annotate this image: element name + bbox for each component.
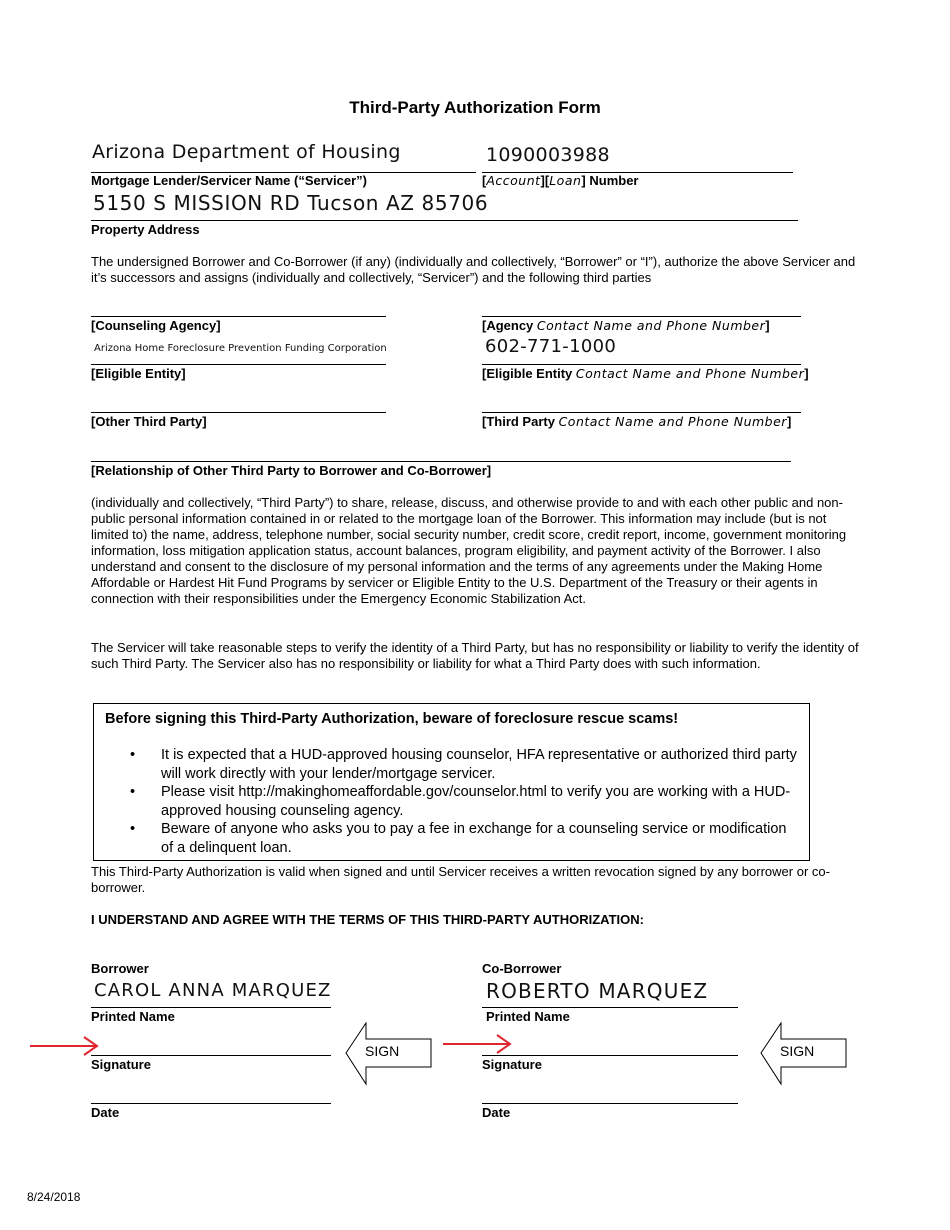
other-third-party-label: [Other Third Party] [91,414,207,429]
property-address-value[interactable]: 5150 S MISSION RD Tucson AZ 85706 [93,191,489,215]
coborrower-printed-name-line [482,1007,738,1008]
bullet-icon: • [130,747,136,763]
coborrower-pointer-arrow-icon [443,1034,515,1054]
footer-date: 8/24/2018 [27,1190,81,1204]
borrower-date-label: Date [91,1105,120,1120]
eligible-contact-value[interactable]: 602-771-1000 [485,336,617,357]
eligible-entity-line [91,364,386,365]
coborrower-date-label: Date [482,1105,511,1120]
borrower-heading: Borrower [91,961,149,976]
agency-contact-line[interactable] [482,316,801,317]
eligible-entity-value[interactable]: Arizona Home Foreclosure Prevention Funding Corporation [94,343,387,354]
borrower-printed-name-line [91,1007,331,1008]
borrower-printed-name-value[interactable]: CAROL ANNA MARQUEZ [94,980,332,1001]
borrower-pointer-arrow-icon [30,1036,102,1056]
coborrower-sign-text: SIGN [780,1043,815,1059]
relationship-line[interactable] [91,461,791,462]
eligible-contact-label: [Eligible Entity Contact Name and Phone Number] [482,366,809,381]
property-address-label: Property Address [91,222,200,237]
coborrower-signature-line[interactable] [482,1055,738,1056]
body-paragraph-1: (individually and collectively, “Third Party”) to share, release, discuss, and otherwise provide to and with each other public and non-public personal information contained in or related to the mortgage loan of the Borrower. This information may include (but is not limited to) the name, address, telephone number, social security number, credit score, credit report, income, government monitoring information, loss mitigation application status, account balances, program eligibility, and payment activity of the Borrower. I also understand and consent to the disclosure of my personal information and the terms of any agreements under the Making Home Affordable or Hardest Hit Fund Programs by servicer or Eligible Entity to the U.S. Department of the Treasury or their agents in connection with their responsibilities under the Emergency Economic Stabilization Act. [91,495,847,606]
eligible-contact-line [482,364,801,365]
account-number-label: [Account][Loan] Number [482,173,639,188]
scam-warning-box [93,703,810,861]
coborrower-heading: Co-Borrower [482,961,562,976]
agency-contact-label: [Agency Contact Name and Phone Number] [482,318,770,333]
list-item: • It is expected that a HUD-approved housing counselor, HFA representative or authorized third party will work directly with your lender/mortgage servicer. [130,747,797,782]
account-number-value[interactable]: 1090003988 [486,144,610,166]
coborrower-date-line[interactable] [482,1103,738,1104]
counseling-agency-label: [Counseling Agency] [91,318,221,333]
third-party-contact-line[interactable] [482,412,801,413]
intro-paragraph: The undersigned Borrower and Co-Borrower (if any) (individually and collectively, “Borrower” or “I”), authorize the above Servicer and it’s successors and assigns (individually and collectively, “Servicer”) and the following third parties [91,254,856,285]
borrower-signature-line[interactable] [91,1055,331,1056]
servicer-name-label: Mortgage Lender/Servicer Name (“Servicer”) [91,173,367,188]
counseling-agency-line[interactable] [91,316,386,317]
relationship-label: [Relationship of Other Third Party to Borrower and Co-Borrower] [91,463,492,478]
eligible-entity-label: [Eligible Entity] [91,366,186,381]
validity-paragraph: This Third-Party Authorization is valid when signed and until Servicer receives a written revocation signed by any borrower or co-borrower. [91,864,830,895]
third-party-contact-label: [Third Party Contact Name and Phone Number] [482,414,792,429]
list-item: • Please visit http://makinghomeaffordable.gov/counselor.html to verify you are working with a HUD-approved housing counseling agency. [130,784,791,819]
scam-warning-list [130,746,800,857]
servicer-name-value[interactable]: Arizona Department of Housing [92,141,401,163]
list-item: • Beware of anyone who asks you to pay a fee in exchange for a counseling service or modification of a delinquent loan. [130,821,787,856]
body-paragraph-2: The Servicer will take reasonable steps to verify the identity of a Third Party, but has no responsibility or liability to verify the identity of such Third Party. The Servicer also has no responsibility or liability for what a Third Party does with such information. [91,640,859,671]
borrower-signature-label: Signature [91,1057,151,1072]
borrower-printed-name-label: Printed Name [91,1009,175,1024]
coborrower-signature-label: Signature [482,1057,542,1072]
agree-heading: I UNDERSTAND AND AGREE WITH THE TERMS OF THIS THIRD-PARTY AUTHORIZATION: [91,912,644,927]
page-title: Third-Party Authorization Form [349,98,601,117]
bullet-icon: • [130,784,136,800]
other-third-party-line[interactable] [91,412,386,413]
scam-warning-heading: Before signing this Third-Party Authorization, beware of foreclosure rescue scams! [105,711,679,727]
borrower-date-line[interactable] [91,1103,331,1104]
bullet-icon: • [130,821,136,837]
borrower-sign-text: SIGN [365,1043,400,1059]
property-address-line [91,220,798,221]
coborrower-printed-name-value[interactable]: ROBERTO MARQUEZ [486,979,709,1003]
coborrower-printed-name-label: Printed Name [486,1009,570,1024]
